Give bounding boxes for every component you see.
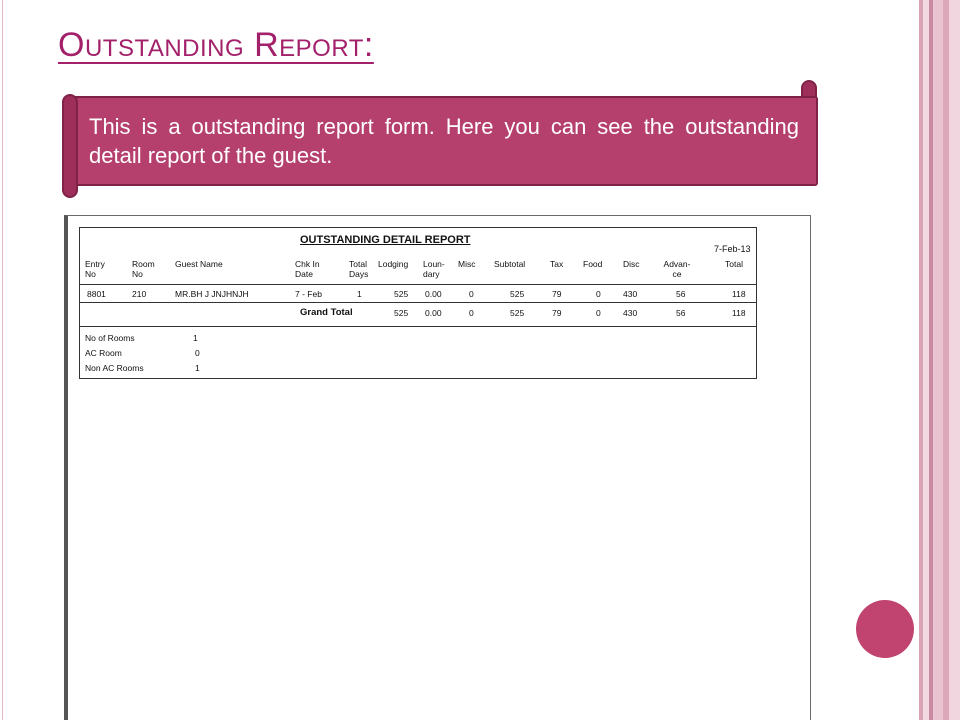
left-border-line (2, 0, 3, 720)
right-border-stripe (933, 0, 943, 720)
slide-title: Outstanding Report: (58, 26, 374, 64)
column-header: Advan- ce (663, 259, 691, 279)
column-header: Chk In Date (295, 259, 320, 279)
report-table: OUTSTANDING DETAIL REPORT 7-Feb-13 Entry No Room No Guest Name Chk In Date Total Days Lodging Loun- dary Misc Subtotal Tax Food Disc Advan- ce Total 8801 210 MR.BH J JNJHNJH 7 - Feb 1 525 0.00 0 525 79 0 430 56 118 Grand Total 525 0.00 0 525 79 0 430 56 118 No of Rooms 1 AC Room 0 Non AC Rooms 1 (79, 227, 757, 379)
column-header: Total Days (349, 259, 369, 279)
column-header: Guest Name (175, 259, 223, 269)
next-slide-button[interactable] (856, 600, 914, 658)
banner-description: This is a outstanding report form. Here you can see the outstanding detail report of the guest. (89, 114, 799, 168)
column-header: Food (583, 259, 603, 269)
column-header: Tax (550, 259, 564, 269)
divider (80, 326, 756, 327)
column-header: Entry No (85, 259, 105, 279)
column-header: Total (725, 259, 743, 269)
column-header: Loun- dary (423, 259, 445, 279)
column-header: Lodging (378, 259, 409, 269)
banner-scroll-curl (62, 94, 78, 198)
report-title: OUTSTANDING DETAIL REPORT (300, 234, 471, 246)
column-header: Disc (623, 259, 640, 269)
column-header: Misc (458, 259, 476, 269)
divider (80, 302, 756, 303)
right-border-stripe (949, 0, 960, 720)
divider (80, 284, 756, 285)
column-header: Subtotal (494, 259, 526, 269)
report-date: 7-Feb-13 (714, 244, 751, 254)
column-header: Room No (132, 259, 155, 279)
